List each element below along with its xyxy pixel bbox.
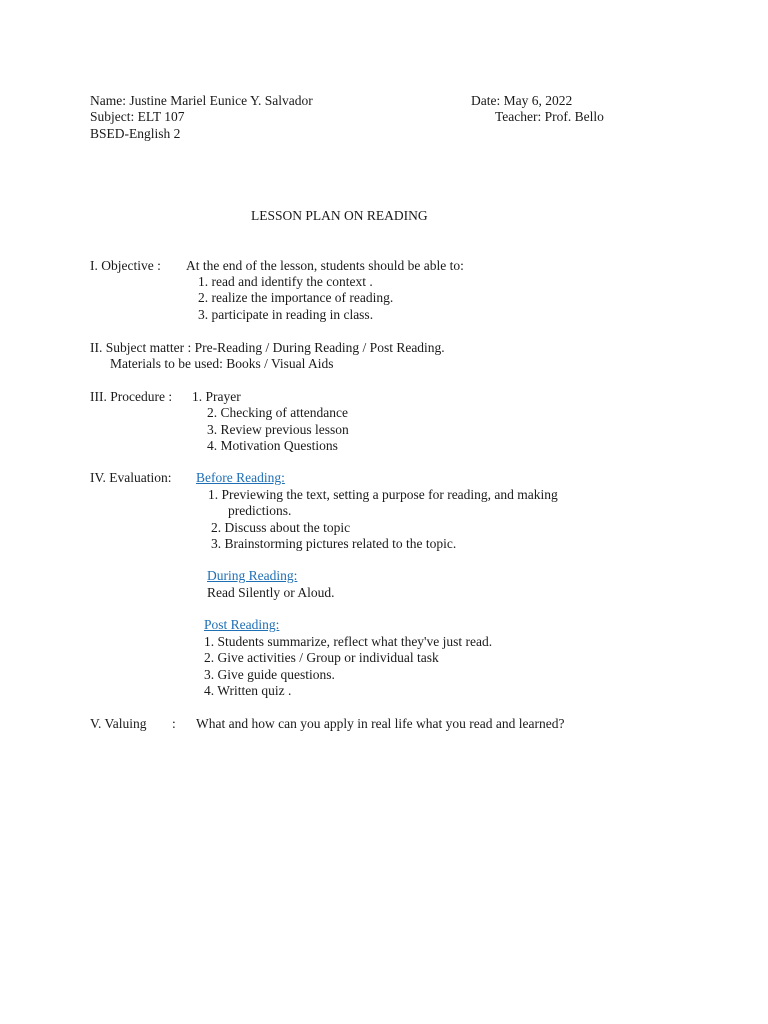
post-reading-item: 3. Give guide questions. <box>204 667 335 682</box>
valuing-label: V. Valuing <box>90 716 147 731</box>
page-title: LESSON PLAN ON READING <box>251 208 428 223</box>
objective-intro: At the end of the lesson, students should be able to: <box>186 258 464 273</box>
post-reading-item: 1. Students summarize, reflect what they've just read. <box>204 634 493 649</box>
objective-item: 1. read and identify the context . <box>198 274 373 289</box>
date: Date: May 6, 2022 <box>471 93 573 108</box>
post-reading-link[interactable]: Post Reading: <box>204 617 280 632</box>
student-name: Name: Justine Mariel Eunice Y. Salvador <box>90 93 313 108</box>
before-reading-item: 1. Previewing the text, setting a purpose for reading, and making <box>208 487 558 502</box>
teacher: Teacher: Prof. Bello <box>495 109 604 124</box>
procedure-label: III. Procedure : <box>90 389 173 404</box>
objective-item: 3. participate in reading in class. <box>198 307 374 322</box>
during-reading-text: Read Silently or Aloud. <box>207 585 335 600</box>
procedure-item: 4. Motivation Questions <box>207 438 338 453</box>
program: BSED-English 2 <box>90 126 181 141</box>
evaluation-label: IV. Evaluation: <box>90 470 172 485</box>
post-reading-item: 4. Written quiz . <box>204 683 292 698</box>
valuing-question: What and how can you apply in real life what you read and learned? <box>196 716 565 731</box>
subject: Subject: ELT 107 <box>90 109 185 124</box>
materials: Materials to be used: Books / Visual Aids <box>110 356 334 371</box>
post-reading-item: 2. Give activities / Group or individual task <box>204 650 439 665</box>
procedure-item: 2. Checking of attendance <box>207 405 348 420</box>
before-reading-link[interactable]: Before Reading: <box>196 470 285 485</box>
objective-label: I. Objective : <box>90 258 161 273</box>
before-reading-item: 2. Discuss about the topic <box>211 520 351 535</box>
objective-item: 2. realize the importance of reading. <box>198 290 394 305</box>
procedure-item: 1. Prayer <box>192 389 241 404</box>
before-reading-item-cont: predictions. <box>228 503 292 518</box>
subject-matter: II. Subject matter : Pre-Reading / During Reading / Post Reading. <box>90 340 445 355</box>
valuing-colon: : <box>172 716 176 731</box>
during-reading-link[interactable]: During Reading: <box>207 568 298 583</box>
before-reading-item: 3. Brainstorming pictures related to the topic. <box>211 536 457 551</box>
procedure-item: 3. Review previous lesson <box>207 422 349 437</box>
